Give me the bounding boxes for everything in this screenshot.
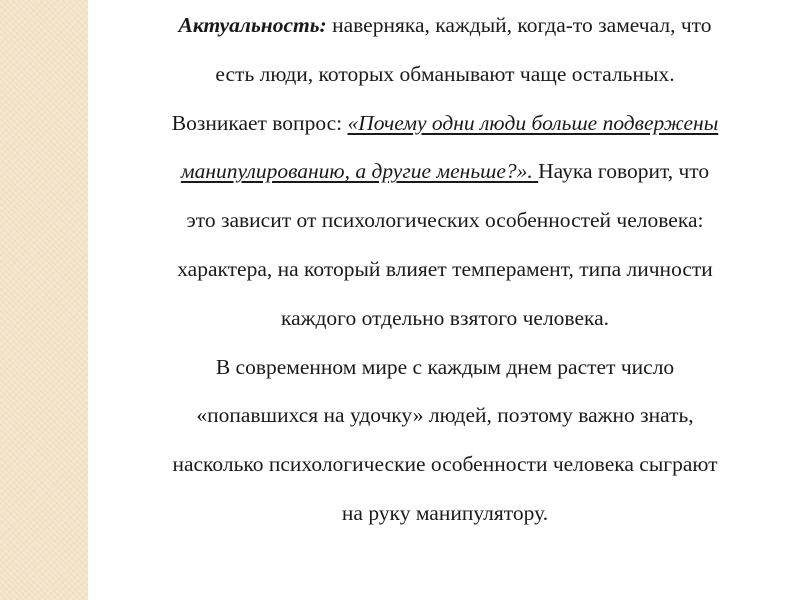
text-line-4 [90,147,800,196]
line-3-text: Возникает вопрос: [171,110,348,135]
decorative-side-strip [0,0,88,600]
slide-text [90,0,800,538]
text-line-8: В современном мире с каждым днем растет число [215,354,675,379]
text-line-6: характера, на который влияет темперамент, типа личности [177,256,713,281]
question-quote-part-1: «Почему одни люди больше подвержены [347,110,719,135]
line-4-text: Наука говорит, что [538,159,710,184]
text-line-11: на руку манипулятору. [341,500,549,525]
text-line-7: каждого отдельно взятого человека. [280,305,610,330]
text-line-1 [90,1,800,50]
question-quote-part-2: манипулированию, а другие меньше?». [180,159,539,184]
text-line-5: это зависит от психологических особенностей человека: [186,208,704,233]
text-line-9: «попавшихся на удочку» людей, поэтому важно знать, [196,403,694,428]
lead-word: Актуальность: [178,13,327,37]
text-line-10: насколько психологические особенности человека сыграют [172,452,718,477]
text-line-2: есть люди, которых обманывают чаще остальных. [215,61,675,86]
text-line-3 [90,99,800,148]
line-1-text: наверняка, каждый, когда-то замечал, что [326,13,712,37]
